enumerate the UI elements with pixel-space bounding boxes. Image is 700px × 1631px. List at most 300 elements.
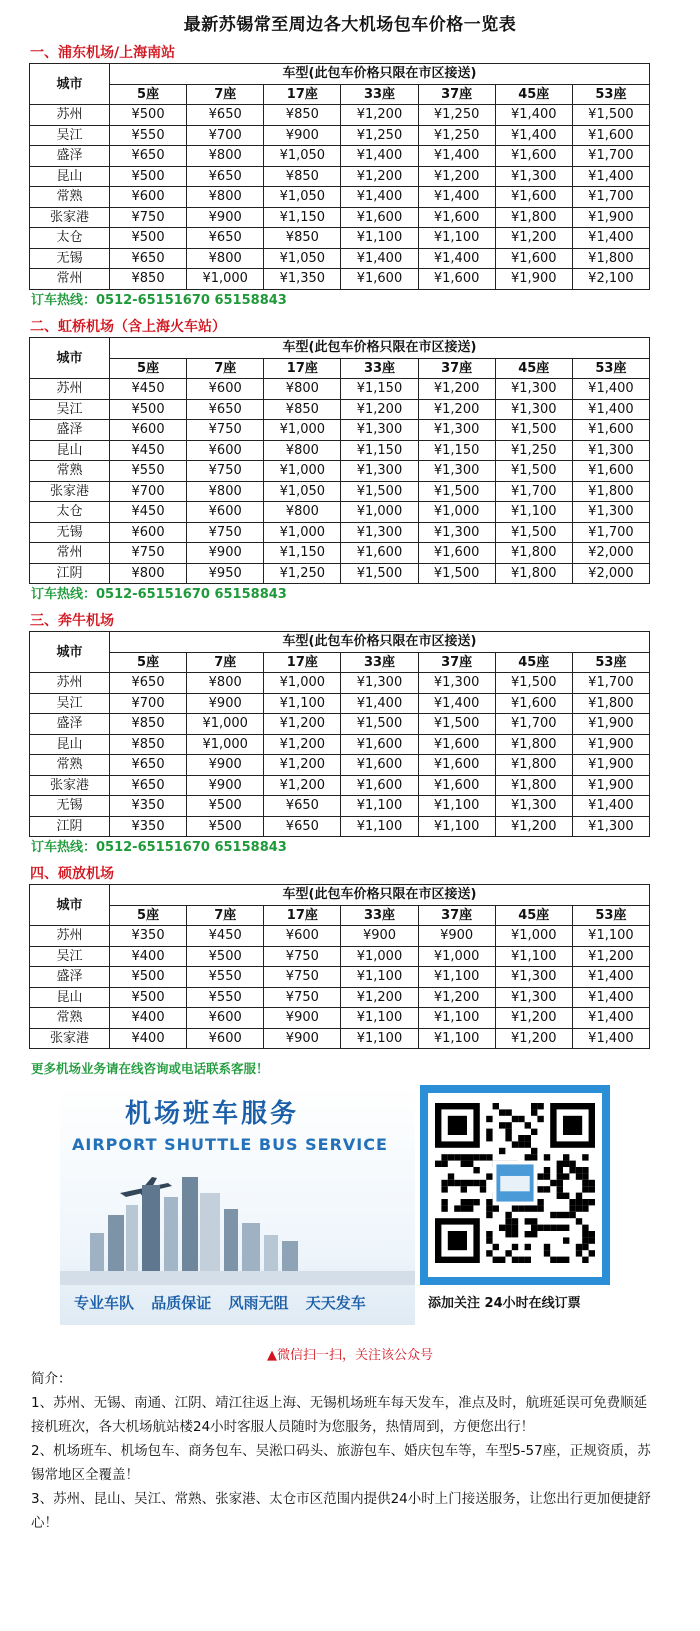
seat-type-header: 5座	[110, 358, 187, 379]
price-cell: ¥1,400	[572, 987, 649, 1008]
price-cell: ¥1,050	[264, 481, 341, 502]
vehicle-type-header: 车型(此包车价格只限在市区接送)	[110, 338, 650, 359]
price-cell: ¥1,050	[264, 146, 341, 167]
price-table-pudong	[29, 63, 650, 290]
price-cell: ¥1,000	[341, 502, 418, 523]
price-cell: ¥1,800	[495, 543, 572, 564]
price-cell: ¥600	[187, 502, 264, 523]
table-row	[30, 481, 650, 502]
price-cell: ¥1,500	[495, 420, 572, 441]
shuttle-banner	[60, 1085, 640, 1325]
price-cell: ¥1,700	[572, 522, 649, 543]
table-row	[30, 379, 650, 400]
price-cell: ¥1,600	[572, 461, 649, 482]
price-cell: ¥600	[187, 1028, 264, 1049]
price-cell: ¥1,000	[187, 269, 264, 290]
table-row	[30, 440, 650, 461]
price-cell: ¥1,600	[341, 775, 418, 796]
city-cell: 张家港	[30, 207, 110, 228]
price-cell: ¥1,600	[418, 734, 495, 755]
price-cell: ¥1,100	[341, 228, 418, 249]
hotline-text: 订车热线：0512-65151670 65158843	[31, 587, 287, 602]
city-cell: 太仓	[30, 228, 110, 249]
city-cell: 昆山	[30, 734, 110, 755]
city-cell: 无锡	[30, 522, 110, 543]
price-cell: ¥1,250	[341, 125, 418, 146]
city-column-header: 城市	[30, 338, 110, 379]
price-cell: ¥1,000	[264, 673, 341, 694]
price-cell: ¥550	[187, 987, 264, 1008]
intro-paragraph: 1、苏州、无锡、南通、江阴、靖江往返上海、无锡机场班车每天发车，准点及时，航班延误可免费顺延接机班次，各大机场航站楼24小时客服人员随时为您服务，热情周到，方便您出行！	[31, 1395, 648, 1435]
price-cell: ¥600	[264, 926, 341, 947]
seat-type-header: 53座	[572, 652, 649, 673]
price-cell: ¥1,900	[572, 714, 649, 735]
price-cell: ¥1,200	[495, 228, 572, 249]
price-table-shuofang	[29, 884, 650, 1049]
table-row	[30, 399, 650, 420]
price-cell: ¥1,400	[341, 248, 418, 269]
price-cell: ¥600	[187, 379, 264, 400]
price-cell: ¥1,800	[495, 775, 572, 796]
price-cell: ¥1,400	[572, 796, 649, 817]
price-cell: ¥600	[187, 1008, 264, 1029]
price-cell: ¥1,000	[341, 946, 418, 967]
price-cell: ¥1,700	[495, 481, 572, 502]
price-cell: ¥1,800	[495, 734, 572, 755]
seat-type-header: 53座	[572, 358, 649, 379]
city-cell: 张家港	[30, 1028, 110, 1049]
table-row	[30, 796, 650, 817]
price-cell: ¥1,300	[495, 166, 572, 187]
price-cell: ¥850	[264, 105, 341, 126]
price-cell: ¥1,100	[264, 693, 341, 714]
price-cell: ¥1,350	[264, 269, 341, 290]
table-row	[30, 269, 650, 290]
price-cell: ¥700	[110, 693, 187, 714]
price-cell: ¥1,400	[572, 399, 649, 420]
intro-paragraph: 2、机场班车、机场包车、商务包车、吴淞口码头、旅游包车、婚庆包车等，车型5-57座，正规资质，苏锡常地区全覆盖！	[31, 1443, 651, 1483]
seat-type-header: 33座	[341, 358, 418, 379]
seat-type-header: 7座	[187, 652, 264, 673]
price-cell: ¥500	[187, 796, 264, 817]
banner-subtitle: AIRPORT SHUTTLE BUS SERVICE	[72, 1135, 388, 1154]
price-cell: ¥550	[110, 125, 187, 146]
price-cell: ¥1,400	[341, 146, 418, 167]
price-cell: ¥1,400	[418, 693, 495, 714]
price-cell: ¥1,600	[341, 207, 418, 228]
price-cell: ¥850	[110, 714, 187, 735]
price-cell: ¥450	[110, 379, 187, 400]
hotline-text: 订车热线：0512-65151670 65158843	[31, 293, 287, 308]
price-cell: ¥1,400	[572, 379, 649, 400]
price-cell: ¥1,000	[264, 522, 341, 543]
seat-type-header: 7座	[187, 358, 264, 379]
price-cell: ¥750	[264, 967, 341, 988]
price-cell: ¥1,200	[341, 166, 418, 187]
city-cell: 苏州	[30, 926, 110, 947]
price-cell: ¥1,400	[572, 166, 649, 187]
price-cell: ¥1,700	[572, 187, 649, 208]
price-cell: ¥650	[264, 796, 341, 817]
price-cell: ¥1,150	[418, 440, 495, 461]
price-cell: ¥900	[264, 125, 341, 146]
city-cell: 江阴	[30, 816, 110, 837]
price-cell: ¥1,200	[264, 714, 341, 735]
table-row	[30, 926, 650, 947]
price-cell: ¥1,100	[418, 796, 495, 817]
price-cell: ¥900	[187, 207, 264, 228]
price-cell: ¥800	[187, 187, 264, 208]
price-cell: ¥650	[110, 755, 187, 776]
price-cell: ¥1,500	[418, 481, 495, 502]
city-column-header: 城市	[30, 885, 110, 926]
table-row	[30, 967, 650, 988]
city-cell: 常熟	[30, 1008, 110, 1029]
price-cell: ¥1,300	[495, 379, 572, 400]
price-cell: ¥1,300	[418, 522, 495, 543]
price-cell: ¥1,100	[341, 796, 418, 817]
price-cell: ¥1,600	[418, 775, 495, 796]
vehicle-type-header: 车型(此包车价格只限在市区接送)	[110, 632, 650, 653]
price-cell: ¥1,100	[572, 926, 649, 947]
city-cell: 昆山	[30, 987, 110, 1008]
price-cell: ¥500	[110, 967, 187, 988]
price-cell: ¥1,600	[418, 543, 495, 564]
city-cell: 常州	[30, 269, 110, 290]
price-cell: ¥1,900	[495, 269, 572, 290]
price-cell: ¥600	[110, 187, 187, 208]
price-cell: ¥1,500	[341, 481, 418, 502]
price-cell: ¥1,500	[495, 461, 572, 482]
price-cell: ¥900	[264, 1028, 341, 1049]
price-cell: ¥500	[110, 105, 187, 126]
price-cell: ¥500	[110, 399, 187, 420]
price-cell: ¥650	[110, 248, 187, 269]
price-cell: ¥1,600	[418, 207, 495, 228]
price-cell: ¥1,200	[572, 946, 649, 967]
seat-type-header: 5座	[110, 652, 187, 673]
seat-type-header: 45座	[495, 358, 572, 379]
price-cell: ¥600	[110, 522, 187, 543]
price-cell: ¥1,400	[341, 693, 418, 714]
price-cell: ¥1,300	[572, 816, 649, 837]
price-cell: ¥750	[110, 543, 187, 564]
seat-type-header: 33座	[341, 652, 418, 673]
price-cell: ¥1,400	[572, 1008, 649, 1029]
price-cell: ¥1,800	[572, 481, 649, 502]
price-cell: ¥1,200	[495, 1008, 572, 1029]
price-cell: ¥1,200	[495, 1028, 572, 1049]
price-cell: ¥450	[110, 440, 187, 461]
price-cell: ¥1,400	[418, 146, 495, 167]
price-cell: ¥1,500	[418, 563, 495, 584]
table-row	[30, 693, 650, 714]
price-cell: ¥700	[110, 481, 187, 502]
price-cell: ¥1,200	[418, 987, 495, 1008]
price-cell: ¥1,000	[187, 714, 264, 735]
price-cell: ¥1,700	[495, 714, 572, 735]
price-cell: ¥750	[264, 946, 341, 967]
price-cell: ¥800	[187, 481, 264, 502]
price-cell: ¥1,800	[495, 563, 572, 584]
price-cell: ¥1,600	[572, 420, 649, 441]
city-cell: 张家港	[30, 775, 110, 796]
city-cell: 常熟	[30, 187, 110, 208]
table-row	[30, 125, 650, 146]
price-cell: ¥900	[264, 1008, 341, 1029]
table-row	[30, 228, 650, 249]
intro-section	[31, 1367, 656, 1535]
price-cell: ¥700	[187, 125, 264, 146]
price-cell: ¥1,900	[572, 755, 649, 776]
table-row	[30, 522, 650, 543]
price-cell: ¥400	[110, 946, 187, 967]
price-cell: ¥1,100	[341, 816, 418, 837]
price-table-hongqiao	[29, 337, 650, 584]
city-cell: 吴江	[30, 399, 110, 420]
price-cell: ¥1,500	[495, 673, 572, 694]
intro-paragraph: 3、苏州、昆山、吴江、常熟、张家港、太仓市区范围内提供24小时上门接送服务，让您出行更加便捷舒心！	[31, 1491, 651, 1531]
price-cell: ¥1,900	[572, 734, 649, 755]
price-cell: ¥1,100	[418, 816, 495, 837]
city-cell: 常熟	[30, 461, 110, 482]
price-cell: ¥1,000	[418, 946, 495, 967]
seat-type-header: 5座	[110, 905, 187, 926]
price-cell: ¥750	[187, 522, 264, 543]
city-cell: 昆山	[30, 166, 110, 187]
price-cell: ¥1,600	[418, 755, 495, 776]
price-cell: ¥1,150	[341, 379, 418, 400]
price-cell: ¥800	[264, 379, 341, 400]
vehicle-type-header: 车型(此包车价格只限在市区接送)	[110, 885, 650, 906]
price-cell: ¥1,500	[572, 105, 649, 126]
price-cell: ¥1,050	[264, 187, 341, 208]
price-cell: ¥750	[110, 207, 187, 228]
city-cell: 无锡	[30, 248, 110, 269]
price-cell: ¥650	[110, 673, 187, 694]
table-row	[30, 563, 650, 584]
price-cell: ¥550	[187, 967, 264, 988]
section-title-pudong: 一、浦东机场/上海南站	[30, 45, 176, 61]
table-row	[30, 187, 650, 208]
qr-code-icon	[428, 1093, 602, 1277]
price-cell: ¥1,250	[264, 563, 341, 584]
hotline-text: 订车热线：0512-65151670 65158843	[31, 840, 287, 855]
price-cell: ¥1,250	[418, 105, 495, 126]
price-cell: ¥650	[264, 816, 341, 837]
price-cell: ¥1,400	[341, 187, 418, 208]
table-row	[30, 1008, 650, 1029]
price-cell: ¥750	[187, 420, 264, 441]
seat-type-header: 17座	[264, 358, 341, 379]
section-title-shuofang: 四、硕放机场	[30, 866, 114, 882]
table-row	[30, 248, 650, 269]
section-title-hongqiao: 二、虹桥机场（含上海火车站）	[30, 319, 226, 335]
price-cell: ¥2,000	[572, 543, 649, 564]
price-cell: ¥1,400	[495, 125, 572, 146]
price-cell: ¥400	[110, 1028, 187, 1049]
table-row	[30, 502, 650, 523]
price-cell: ¥1,050	[264, 248, 341, 269]
price-cell: ¥1,600	[495, 693, 572, 714]
city-cell: 常州	[30, 543, 110, 564]
price-cell: ¥900	[187, 775, 264, 796]
more-info-text: 更多机场业务请在线咨询或电话联系客服！	[31, 1061, 269, 1076]
price-cell: ¥1,600	[572, 125, 649, 146]
price-cell: ¥1,500	[341, 563, 418, 584]
table-row	[30, 105, 650, 126]
price-cell: ¥900	[187, 755, 264, 776]
seat-type-header: 7座	[187, 905, 264, 926]
price-cell: ¥850	[264, 399, 341, 420]
price-cell: ¥650	[187, 105, 264, 126]
price-cell: ¥750	[264, 987, 341, 1008]
price-cell: ¥1,300	[418, 461, 495, 482]
price-cell: ¥750	[187, 461, 264, 482]
price-cell: ¥1,600	[495, 248, 572, 269]
price-cell: ¥1,300	[572, 502, 649, 523]
price-cell: ¥1,300	[572, 440, 649, 461]
price-cell: ¥1,300	[418, 673, 495, 694]
table-row	[30, 420, 650, 441]
price-cell: ¥500	[110, 166, 187, 187]
price-cell: ¥1,400	[572, 228, 649, 249]
slogan-text: 专业车队	[74, 1294, 135, 1312]
price-cell: ¥1,000	[264, 461, 341, 482]
price-cell: ¥1,600	[495, 146, 572, 167]
price-cell: ¥650	[110, 146, 187, 167]
price-cell: ¥1,100	[341, 1008, 418, 1029]
price-cell: ¥1,700	[572, 673, 649, 694]
price-cell: ¥500	[187, 816, 264, 837]
price-cell: ¥1,100	[341, 1028, 418, 1049]
table-row	[30, 207, 650, 228]
price-cell: ¥500	[110, 987, 187, 1008]
price-cell: ¥1,300	[495, 796, 572, 817]
table-row	[30, 146, 650, 167]
seat-type-header: 45座	[495, 905, 572, 926]
table-row	[30, 543, 650, 564]
price-cell: ¥2,000	[572, 563, 649, 584]
price-cell: ¥850	[110, 734, 187, 755]
price-cell: ¥1,900	[572, 775, 649, 796]
seat-type-header: 5座	[110, 84, 187, 105]
price-cell: ¥1,600	[341, 734, 418, 755]
city-column-header: 城市	[30, 64, 110, 105]
city-cell: 吴江	[30, 693, 110, 714]
price-cell: ¥1,100	[341, 967, 418, 988]
price-cell: ¥1,200	[264, 775, 341, 796]
city-skyline-illustration	[60, 1085, 415, 1285]
price-cell: ¥1,800	[572, 693, 649, 714]
table-row	[30, 987, 650, 1008]
seat-type-header: 33座	[341, 905, 418, 926]
price-cell: ¥650	[187, 399, 264, 420]
price-cell: ¥1,400	[418, 248, 495, 269]
section-title-benniu: 三、奔牛机场	[30, 613, 114, 629]
price-cell: ¥600	[110, 420, 187, 441]
price-cell: ¥1,400	[572, 1028, 649, 1049]
seat-type-header: 37座	[418, 358, 495, 379]
price-cell: ¥1,600	[495, 187, 572, 208]
seat-type-header: 45座	[495, 652, 572, 673]
price-cell: ¥1,100	[418, 1028, 495, 1049]
price-cell: ¥450	[187, 926, 264, 947]
city-cell: 张家港	[30, 481, 110, 502]
qr-caption: 添加关注 24小时在线订票	[428, 1296, 581, 1311]
buildings	[90, 1177, 298, 1273]
price-cell: ¥1,250	[418, 125, 495, 146]
wechat-scan-note: ▲微信扫一扫，关注该公众号	[267, 1348, 433, 1363]
price-cell: ¥1,200	[341, 399, 418, 420]
price-cell: ¥1,800	[495, 755, 572, 776]
city-cell: 盛泽	[30, 146, 110, 167]
city-cell: 吴江	[30, 946, 110, 967]
price-cell: ¥850	[264, 166, 341, 187]
price-cell: ¥1,000	[264, 420, 341, 441]
price-cell: ¥500	[187, 946, 264, 967]
slogan-text: 风雨无阻	[228, 1294, 289, 1312]
price-cell: ¥1,200	[341, 105, 418, 126]
price-cell: ¥1,300	[495, 399, 572, 420]
price-cell: ¥1,600	[341, 543, 418, 564]
price-cell: ¥1,000	[418, 502, 495, 523]
price-cell: ¥650	[110, 775, 187, 796]
price-cell: ¥900	[187, 543, 264, 564]
seat-type-header: 37座	[418, 84, 495, 105]
price-cell: ¥800	[264, 502, 341, 523]
table-row	[30, 734, 650, 755]
table-row	[30, 946, 650, 967]
slogan-text: 天天发车	[305, 1294, 366, 1312]
price-cell: ¥1,400	[418, 187, 495, 208]
city-cell: 无锡	[30, 796, 110, 817]
price-table-benniu	[29, 631, 650, 837]
seat-type-header: 53座	[572, 84, 649, 105]
city-column-header: 城市	[30, 632, 110, 673]
price-cell: ¥1,600	[341, 755, 418, 776]
seat-type-header: 7座	[187, 84, 264, 105]
price-cell: ¥800	[264, 440, 341, 461]
intro-heading: 简介：	[31, 1371, 72, 1387]
price-cell: ¥1,400	[495, 105, 572, 126]
price-cell: ¥1,900	[572, 207, 649, 228]
city-cell: 盛泽	[30, 420, 110, 441]
price-cell: ¥1,100	[495, 502, 572, 523]
price-cell: ¥1,500	[341, 714, 418, 735]
price-cell: ¥2,100	[572, 269, 649, 290]
price-cell: ¥1,250	[495, 440, 572, 461]
seat-type-header: 17座	[264, 652, 341, 673]
price-cell: ¥1,800	[495, 207, 572, 228]
price-cell: ¥1,600	[341, 269, 418, 290]
qr-code-frame	[420, 1085, 610, 1285]
price-cell: ¥850	[264, 228, 341, 249]
price-cell: ¥1,150	[341, 440, 418, 461]
price-cell: ¥650	[187, 228, 264, 249]
price-cell: ¥1,200	[264, 734, 341, 755]
price-cell: ¥900	[418, 926, 495, 947]
price-cell: ¥1,200	[495, 816, 572, 837]
price-cell: ¥800	[187, 248, 264, 269]
price-cell: ¥800	[187, 146, 264, 167]
price-cell: ¥1,100	[418, 1008, 495, 1029]
seat-type-header: 37座	[418, 905, 495, 926]
city-cell: 苏州	[30, 105, 110, 126]
price-cell: ¥1,300	[495, 967, 572, 988]
seat-type-header: 45座	[495, 84, 572, 105]
city-cell: 苏州	[30, 673, 110, 694]
